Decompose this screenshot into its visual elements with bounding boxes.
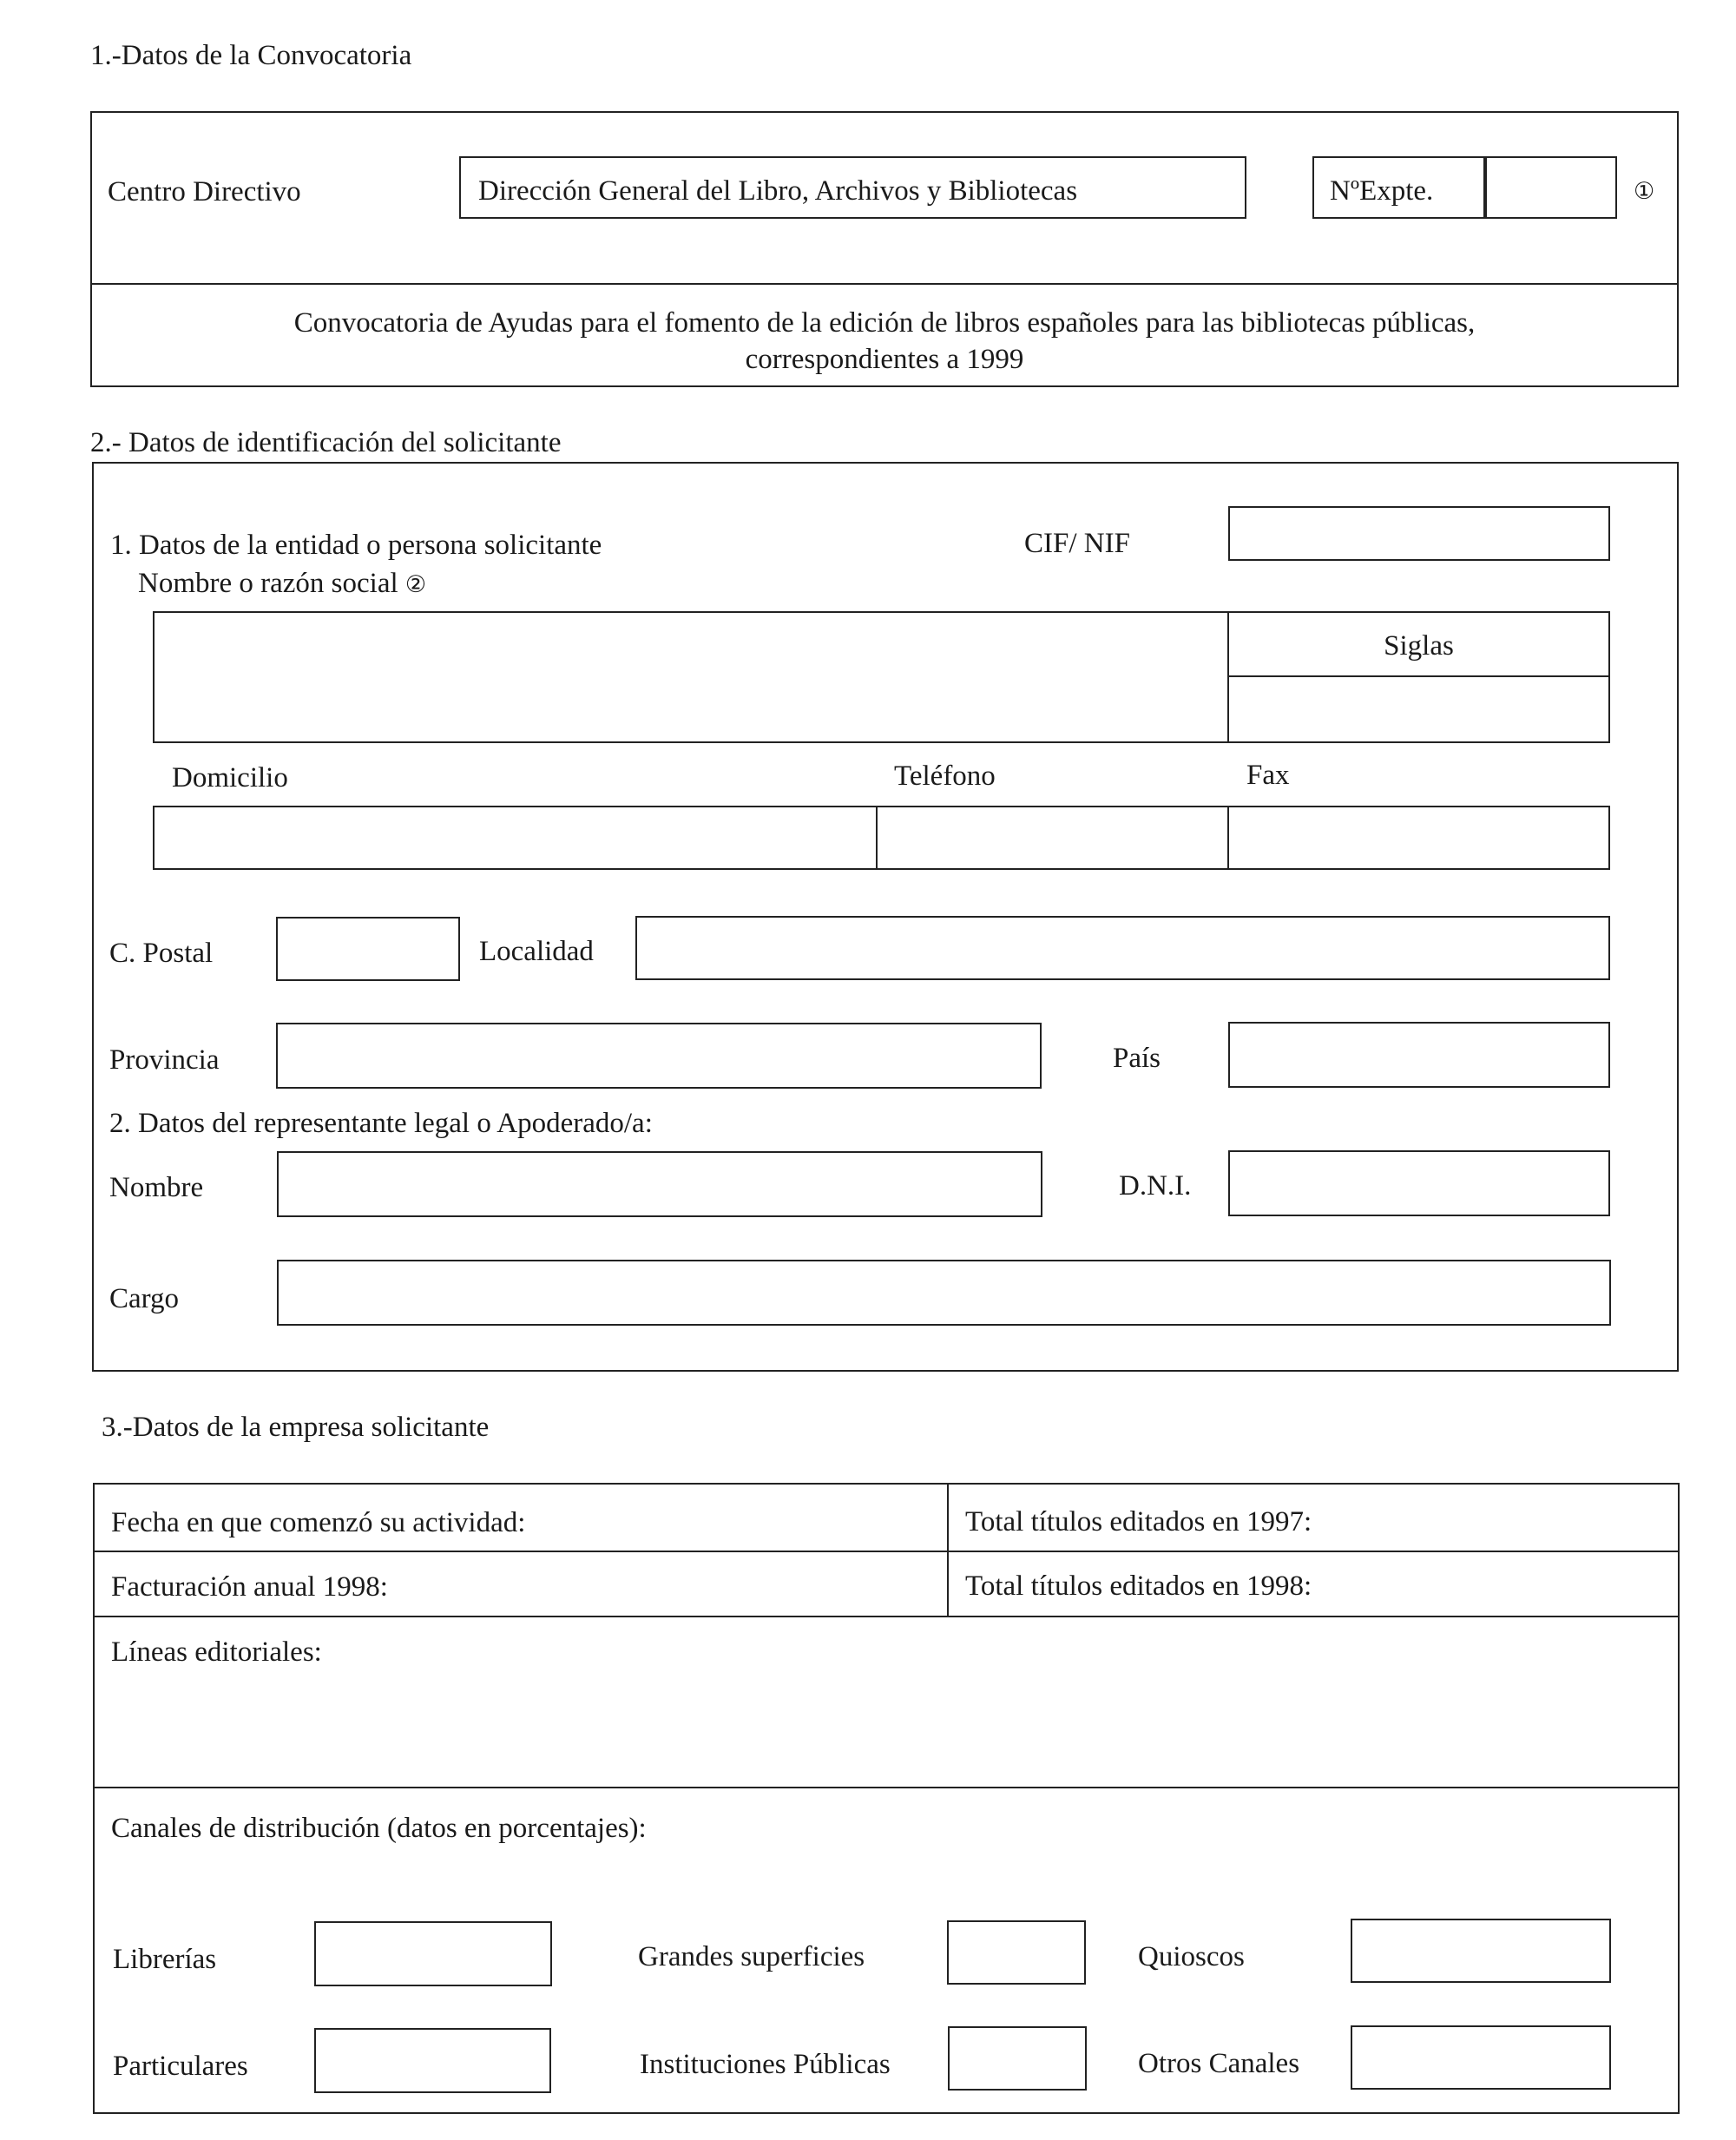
siglas-field[interactable] xyxy=(1227,675,1610,743)
quioscos-field[interactable] xyxy=(1351,1919,1611,1983)
provincia-field[interactable] xyxy=(276,1023,1042,1089)
expte-label-box xyxy=(1312,156,1485,219)
cpostal-label: C. Postal xyxy=(109,938,214,969)
cargo-field[interactable] xyxy=(277,1260,1611,1326)
nombre-label: Nombre xyxy=(109,1172,204,1203)
nombre-razon-field[interactable] xyxy=(153,611,1229,743)
instituciones-label: Instituciones Públicas xyxy=(640,2049,891,2080)
particulares-field[interactable] xyxy=(314,2028,551,2093)
otros-canales-field[interactable] xyxy=(1351,2025,1611,2090)
convocatoria-line2: correspondientes a 1999 xyxy=(745,344,1024,375)
facturacion-label: Facturación anual 1998: xyxy=(111,1571,388,1603)
telefono-field[interactable] xyxy=(876,806,1229,870)
fax-label: Fax xyxy=(1246,760,1290,791)
total-1997-label: Total títulos editados en 1997: xyxy=(965,1506,1312,1538)
otros-canales-label: Otros Canales xyxy=(1138,2048,1300,2079)
expte-field[interactable] xyxy=(1485,156,1617,219)
centro-directivo-field[interactable] xyxy=(459,156,1246,219)
section1-heading: 1.-Datos de la Convocatoria xyxy=(90,40,412,71)
cpostal-field[interactable] xyxy=(276,917,460,981)
librerias-field[interactable] xyxy=(314,1921,552,1986)
canales-label: Canales de distribución (datos en porcentajes): xyxy=(111,1813,647,1844)
convocatoria-line1: Convocatoria de Ayudas para el fomento de la edición de libros españoles para las bibliotecas públicas, xyxy=(293,307,1476,339)
grandes-superficies-label: Grandes superficies xyxy=(638,1941,865,1972)
telefono-label: Teléfono xyxy=(894,761,996,792)
dni-field[interactable] xyxy=(1228,1150,1610,1216)
siglas-header xyxy=(1227,611,1610,677)
entidad-subheading: 1. Datos de la entidad o persona solicitante xyxy=(110,530,602,561)
provincia-label: Provincia xyxy=(109,1044,220,1076)
nombre-razon-label: Nombre o razón social ② xyxy=(138,568,427,599)
section1-divider xyxy=(90,283,1679,285)
instituciones-field[interactable] xyxy=(948,2026,1087,2091)
localidad-field[interactable] xyxy=(635,916,1610,980)
pais-field[interactable] xyxy=(1228,1022,1610,1088)
total-1998-label: Total títulos editados en 1998: xyxy=(965,1570,1312,1602)
cargo-label: Cargo xyxy=(109,1283,180,1314)
particulares-label: Particulares xyxy=(113,2051,248,2082)
note-marker-1: ① xyxy=(1634,178,1655,205)
cif-nif-field[interactable] xyxy=(1228,506,1610,561)
localidad-label: Localidad xyxy=(479,936,594,967)
domicilio-label: Domicilio xyxy=(172,762,288,793)
section3-row3-divider xyxy=(93,1787,1680,1788)
expte-label: NºExpte. xyxy=(1330,175,1434,207)
lineas-editoriales-label: Líneas editoriales: xyxy=(111,1636,322,1668)
quioscos-label: Quioscos xyxy=(1138,1941,1245,1972)
centro-directivo-label: Centro Directivo xyxy=(108,176,301,207)
fax-field[interactable] xyxy=(1227,806,1610,870)
librerias-label: Librerías xyxy=(113,1944,217,1975)
section2-heading: 2.- Datos de identificación del solicitante xyxy=(90,427,562,458)
cif-nif-label: CIF/ NIF xyxy=(1024,528,1130,559)
pais-label: País xyxy=(1113,1043,1161,1074)
dni-label: D.N.I. xyxy=(1119,1170,1192,1202)
siglas-label: Siglas xyxy=(1384,630,1454,662)
section3-row2-divider xyxy=(93,1616,1680,1617)
note-marker-2: ② xyxy=(404,571,427,598)
nombre-field[interactable] xyxy=(277,1151,1042,1217)
domicilio-field[interactable] xyxy=(153,806,878,870)
centro-directivo-value: Dirección General del Libro, Archivos y Bibliotecas xyxy=(478,175,1078,207)
grandes-superficies-field[interactable] xyxy=(947,1920,1086,1985)
section3-heading: 3.-Datos de la empresa solicitante xyxy=(102,1412,490,1443)
section3-col-divider xyxy=(947,1483,949,1617)
section3-row1-divider xyxy=(93,1551,1680,1552)
fecha-actividad-label: Fecha en que comenzó su actividad: xyxy=(111,1507,526,1538)
representante-subheading: 2. Datos del representante legal o Apoderado/a: xyxy=(109,1108,653,1139)
